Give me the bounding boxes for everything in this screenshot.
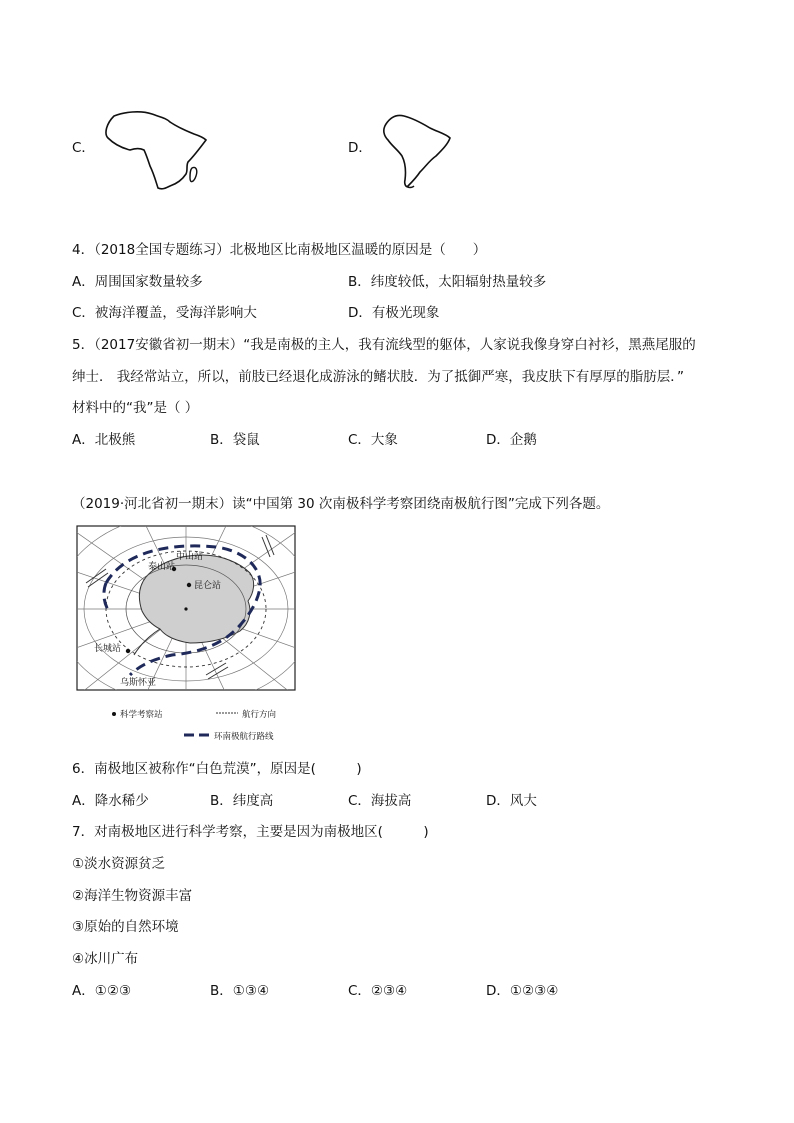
- q5-stem-line3: 材料中的“我”是（ ）: [72, 400, 199, 416]
- legend-route-label: 环南极航行路线: [214, 732, 274, 742]
- q5-option-a: A．北极熊: [72, 432, 136, 448]
- q7-option-a: A．①②③: [72, 983, 132, 999]
- station-changcheng: 长城站: [94, 644, 122, 654]
- option-c-label: C．: [72, 140, 95, 156]
- q4-option-a: A．周围国家数量较多: [72, 274, 203, 290]
- q4-option-d: D．有极光现象: [348, 305, 440, 321]
- south-america-outline-icon: [378, 110, 454, 192]
- q6-option-a: A．降水稀少: [72, 793, 149, 809]
- q6-option-b: B．纬度高: [210, 793, 274, 809]
- q7-option-c: C．②③④: [348, 983, 408, 999]
- q7-option-d: D．①②③④: [486, 983, 559, 999]
- map-question-intro: （2019·河北省初一期末）读“中国第 30 次南极科学考察团绕南极航行图”完成下列各题。: [72, 496, 610, 512]
- antarctic-route-map: [76, 525, 296, 747]
- q4-option-c: C．被海洋覆盖，受海洋影响大: [72, 305, 257, 321]
- q6-option-d: D．风大: [486, 793, 537, 809]
- station-kunlun: 昆仑站: [194, 581, 222, 591]
- q7-statement-1: ①淡水资源贫乏: [72, 856, 166, 872]
- q7-option-b: B．①③④: [210, 983, 270, 999]
- q4-option-b: B．纬度较低，太阳辐射热量较多: [348, 274, 547, 290]
- africa-outline-icon: [100, 108, 212, 192]
- legend-direction-label: 航行方向: [242, 710, 277, 720]
- q7-stem: 7．对南极地区进行科学考察，主要是因为南极地区( ): [72, 824, 429, 840]
- port-ushuaia: 乌斯怀亚: [120, 678, 157, 688]
- legend-station-label: 科学考察站: [120, 710, 163, 720]
- station-zhongshan: 中山站: [176, 552, 204, 562]
- q7-statement-3: ③原始的自然环境: [72, 919, 179, 935]
- q6-stem: 6．南极地区被称作“白色荒漠”，原因是( ): [72, 761, 362, 777]
- q5-stem-line1: 5．（2017安徽省初一期末）“我是南极的主人，我有流线型的躯体，人家说我像身穿白衬衫，黑燕尾服的: [72, 337, 696, 353]
- q5-option-c: C．大象: [348, 432, 398, 448]
- q6-option-c: C．海拔高: [348, 793, 412, 809]
- station-taishan: 泰山站: [148, 562, 176, 572]
- q5-option-d: D．企鹅: [486, 432, 537, 448]
- q5-option-b: B．袋鼠: [210, 432, 260, 448]
- q5-stem-line2: 绅士． 我经常站立，所以，前肢已经退化成游泳的鳍状肢．为了抵御严寒，我皮肤下有厚厚的脂肪层．”: [72, 369, 685, 385]
- q7-statement-2: ②海洋生物资源丰富: [72, 888, 193, 904]
- q7-statement-4: ④冰川广布: [72, 951, 139, 967]
- q4-stem: 4．（2018全国专题练习）北极地区比南极地区温暖的原因是（ ）: [72, 242, 487, 258]
- option-d-label: D．: [348, 140, 372, 156]
